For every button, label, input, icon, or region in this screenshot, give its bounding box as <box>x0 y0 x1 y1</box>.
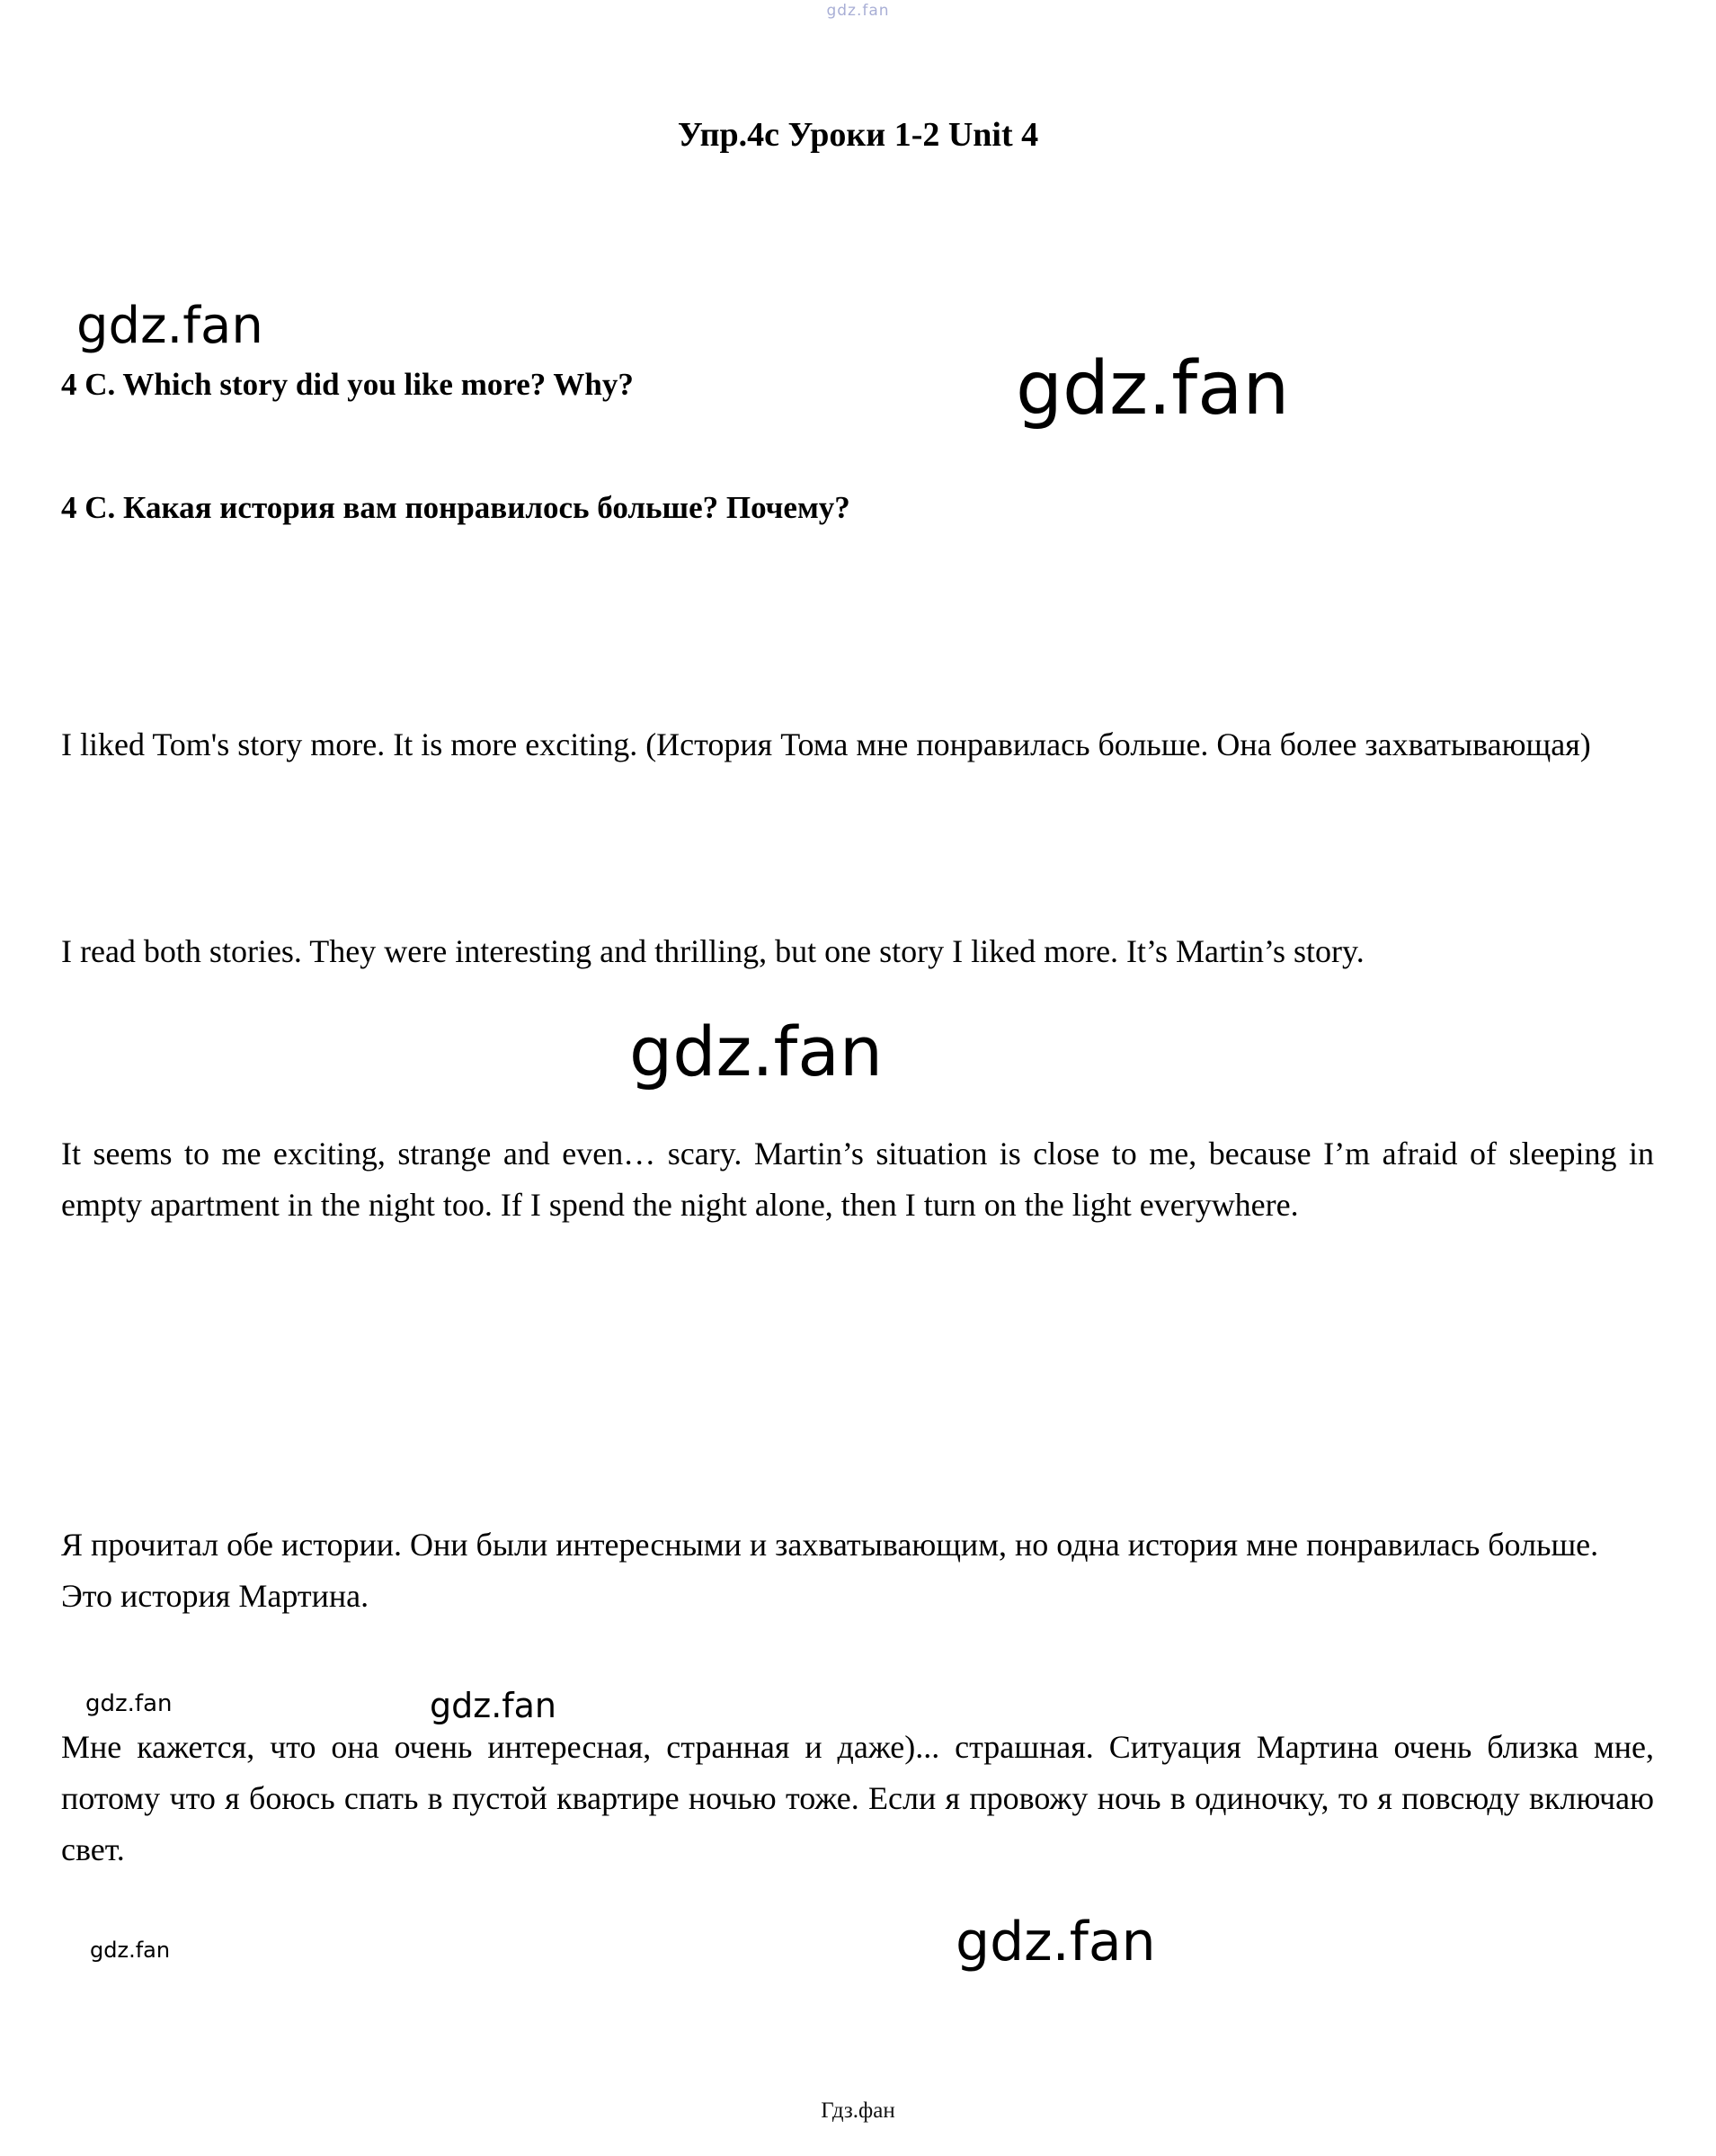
watermark-gdz-fan-6: gdz.fan <box>90 1938 171 1963</box>
paragraph-english-1: I liked Tom's story more. It is more exciting. (История Тома мне понравилась больше. Она более захватывающая) <box>61 726 1591 762</box>
watermark-gdz-fan-1: gdz.fan <box>76 297 263 355</box>
watermark-gdz-fan-4: gdz.fan <box>85 1690 173 1717</box>
top-watermark: gdz.fan <box>826 2 890 20</box>
paragraph-english-2: I read both stories. They were interesting and thrilling, but one story I liked more. It’s Martin’s story. <box>61 933 1365 969</box>
exercise-heading-russian: 4 C. Какая история вам понравилось больше? Почему? <box>61 490 850 525</box>
watermark-gdz-fan-3: gdz.fan <box>629 1011 884 1091</box>
watermark-gdz-fan-5: gdz.fan <box>430 1686 557 1725</box>
paragraph-russian-1: Я прочитал обе истории. Они были интересными и захватывающим, но одна история мне понравилась больше. Это история Мартина. <box>61 1527 1599 1614</box>
page-footer: Гдз.фан <box>821 2098 895 2123</box>
exercise-heading-english: 4 C. Which story did you like more? Why? <box>61 367 634 402</box>
paragraph-english-3: It seems to me exciting, strange and even… scary. Martin’s situation is close to me, because I’m afraid of sleeping in empty apartment in the night too. If I spend the night alone, then I turn on the light everywhere. <box>61 1136 1654 1223</box>
watermark-gdz-fan-2: gdz.fan <box>1016 346 1290 432</box>
watermark-gdz-fan-7: gdz.fan <box>956 1911 1156 1973</box>
page-title: Упр.4c Уроки 1-2 Unit 4 <box>677 116 1039 154</box>
paragraph-russian-2: Мне кажется, что она очень интересная, странная и даже)... страшная. Ситуация Мартина очень близка мне, потому что я боюсь спать в пустой квартире ночью тоже. Если я провожу ночь в одиночку, то я повсюду включаю свет. <box>61 1729 1654 1867</box>
